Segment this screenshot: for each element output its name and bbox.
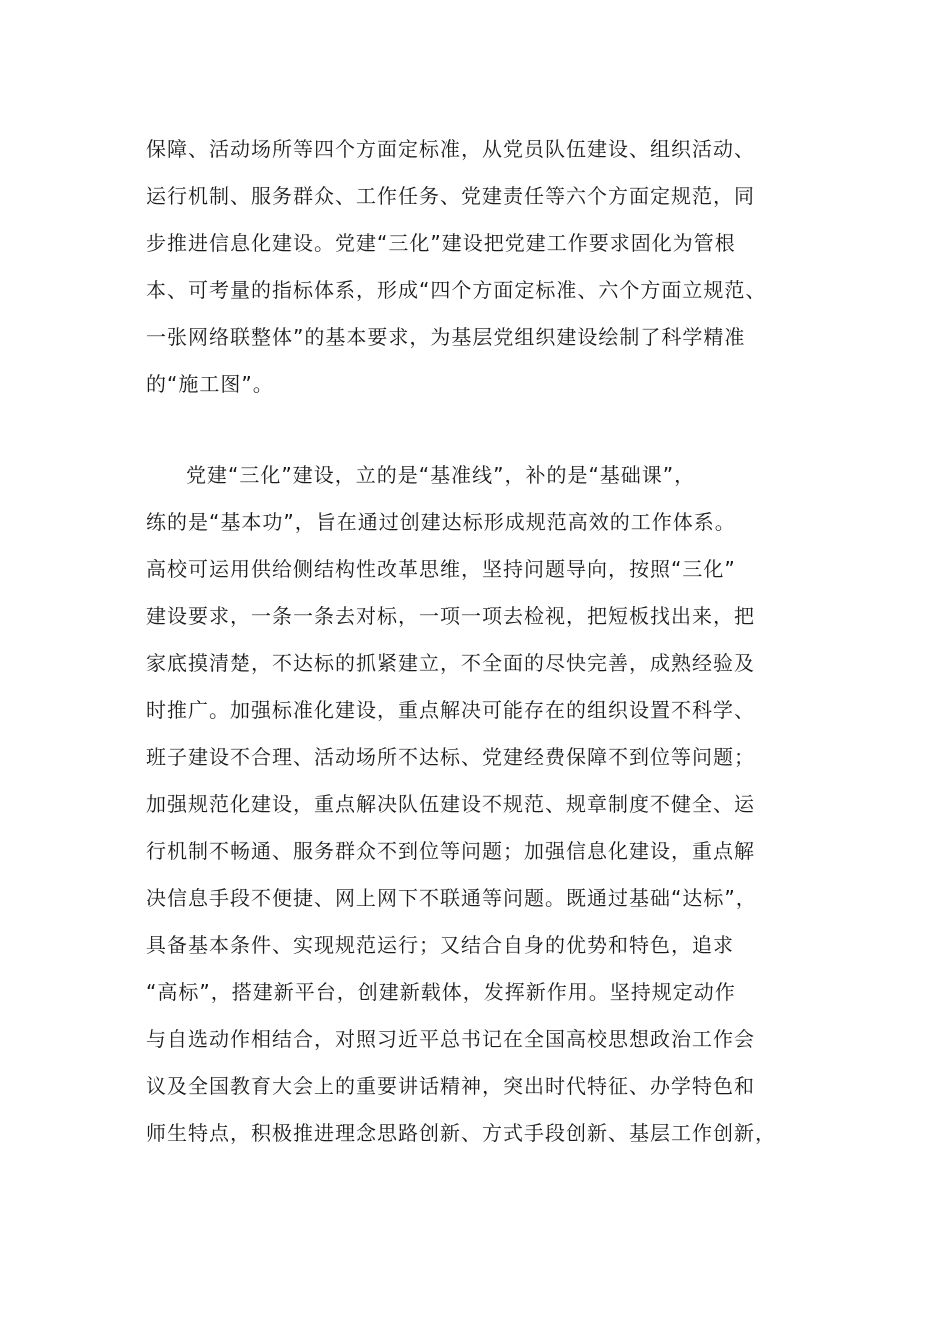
paragraph-line: 与自选动作相结合，对照习近平总书记在全国高校思想政治工作会 [146,1027,755,1051]
paragraph-line: 具备基本条件、实现规范运行；又结合自身的优势和特色，追求 [146,933,734,957]
paragraph-line: 党建“三化”建设，立的是“基准线”，补的是“基础课”， [186,463,696,487]
paragraph-1 [146,126,826,408]
paragraph-line: 建设要求，一条一条去对标，一项一项去检视，把短板找出来，把 [146,604,755,628]
paragraph-line: 的“施工图”。 [146,372,274,396]
paragraph-line: 本、可考量的指标体系，形成“四个方面定标准、六个方面立规范、 [146,278,767,302]
paragraph-line: 高校可运用供给侧结构性改革思维，坚持问题导向，按照“三化” [146,557,736,581]
paragraph-line: 时推广。加强标准化建设，重点解决可能存在的组织设置不科学、 [146,698,755,722]
paragraph-line: 练的是“基本功”，旨在通过创建达标形成规范高效的工作体系。 [146,510,736,534]
paragraph-line: 行机制不畅通、服务群众不到位等问题；加强信息化建设，重点解 [146,839,755,863]
paragraph-line: 决信息手段不便捷、网上网下不联通等问题。既通过基础“达标”， [146,886,757,910]
paragraph-line: 一张网络联整体”的基本要求，为基层党组织建设绘制了科学精准 [146,325,746,349]
paragraph-line: 家底摸清楚，不达标的抓紧建立，不全面的尽快完善，成熟经验及 [146,651,755,675]
paragraph-line: “高标”，搭建新平台，创建新载体，发挥新作用。坚持规定动作 [146,980,736,1004]
paragraph-line: 班子建设不合理、活动场所不达标、党建经费保障不到位等问题； [146,745,755,769]
paragraph-line: 师生特点，积极推进理念思路创新、方式手段创新、基层工作创新， [146,1121,776,1145]
paragraph-line: 议及全国教育大会上的重要讲话精神，突出时代特征、办学特色和 [146,1074,755,1098]
paragraph-line: 保障、活动场所等四个方面定标准，从党员队伍建设、组织活动、 [146,137,755,161]
paragraph-line: 步推进信息化建设。党建“三化”建设把党建工作要求固化为管根 [146,231,736,255]
paragraph-line: 加强规范化建设，重点解决队伍建设不规范、规章制度不健全、运 [146,792,755,816]
paragraph-line: 运行机制、服务群众、工作任务、党建责任等六个方面定规范，同 [146,184,755,208]
paragraph-2 [146,452,826,1157]
